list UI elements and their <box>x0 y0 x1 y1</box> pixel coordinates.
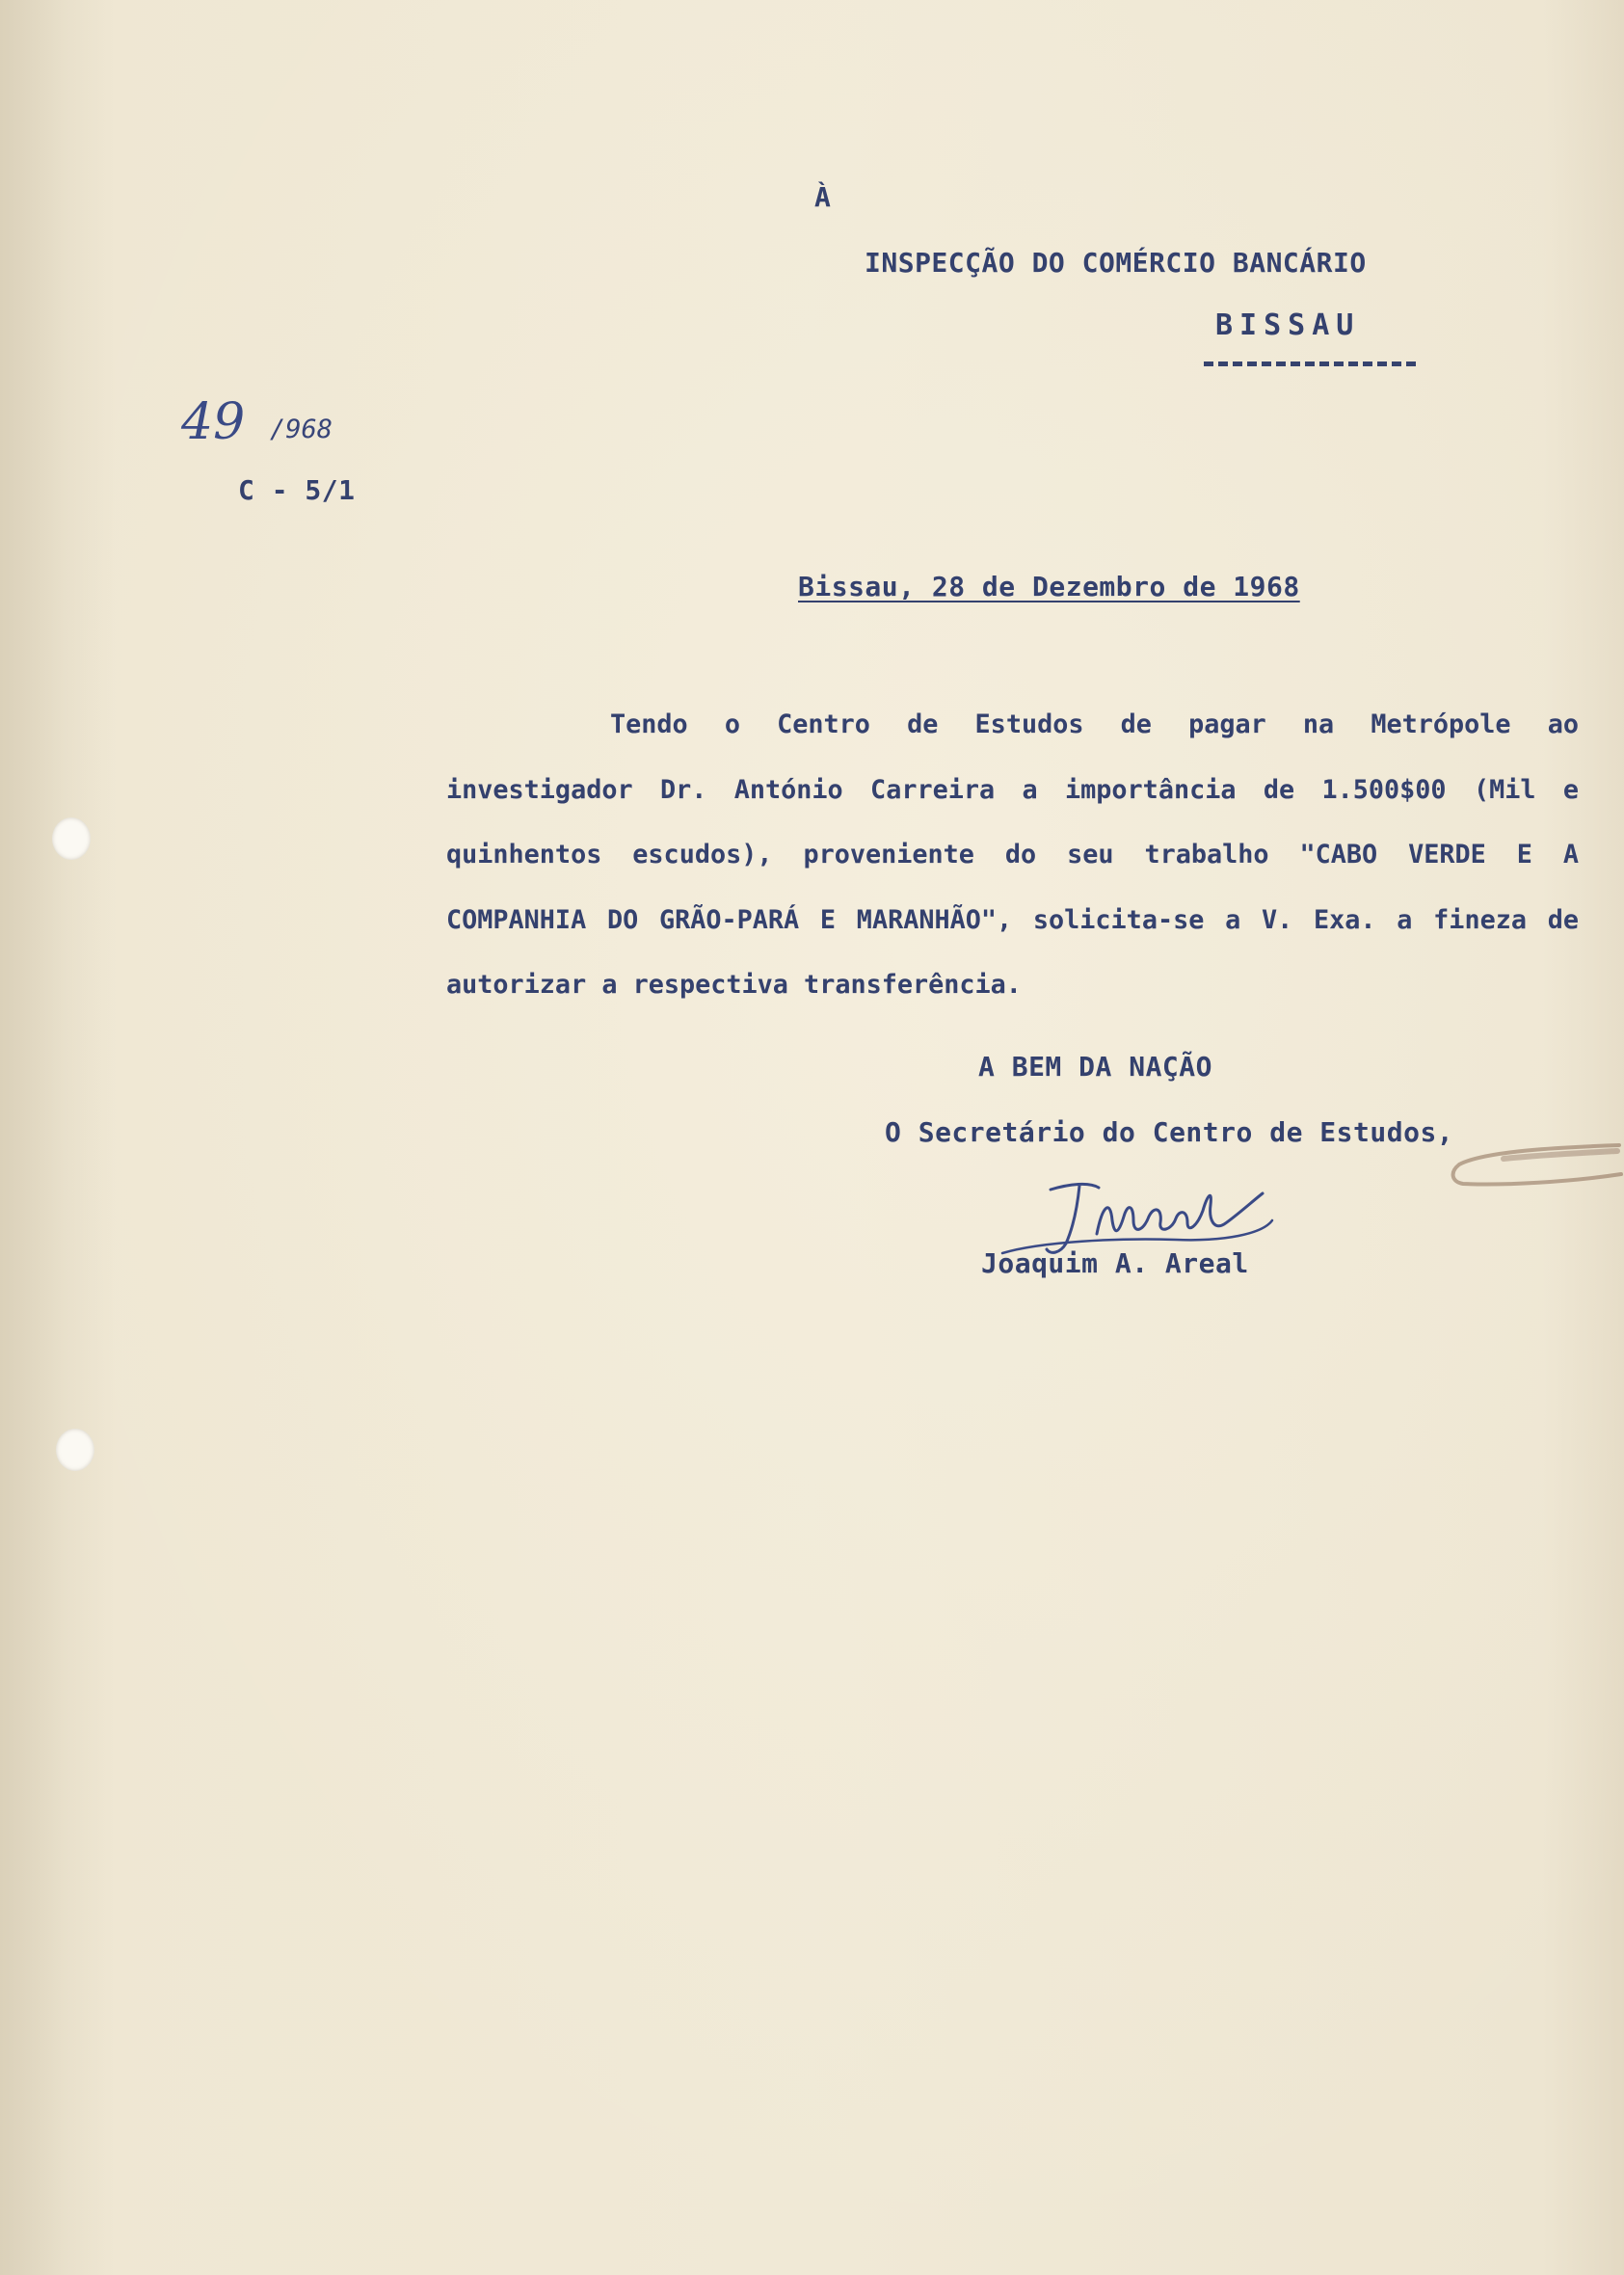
page-edge-shading <box>0 0 116 2275</box>
letter-date: Bissau, 28 de Dezembro de 1968 <box>798 571 1300 602</box>
reference-code: C - 5/1 <box>238 474 356 506</box>
recipient-city-block <box>1200 308 1416 368</box>
city-underline <box>1204 361 1416 366</box>
reference-number-handwritten: 49 <box>181 393 246 451</box>
signatory-name: Joaquim A. Areal <box>981 1247 1249 1279</box>
punch-hole <box>52 817 91 860</box>
addressee-prefix: À <box>814 181 832 213</box>
reference-year: /968 <box>270 415 333 444</box>
recipient-name: INSPECÇÃO DO COMÉRCIO BANCÁRIO <box>865 247 1367 279</box>
closing-salutation: A BEM DA NAÇÃO <box>978 1051 1213 1083</box>
paperclip-rust-stain <box>1446 1126 1624 1213</box>
punch-hole <box>56 1429 94 1471</box>
signatory-title: O Secretário do Centro de Estudos, <box>885 1116 1454 1148</box>
letter-body: Tendo o Centro de Estudos de pagar na Metrópole ao investigador Dr. António Carreira a importância de 1.500$00 (Mil e quinhentos escudos), proveniente do seu trabalho "CABO VERDE E A COMPANHIA DO GRÃO-PARÁ E MARANHÃO", solicita-se a V. Exa. a fineza de autorizar a respectiva transferência. <box>446 709 1579 1000</box>
recipient-city: BISSAU <box>1215 308 1361 342</box>
